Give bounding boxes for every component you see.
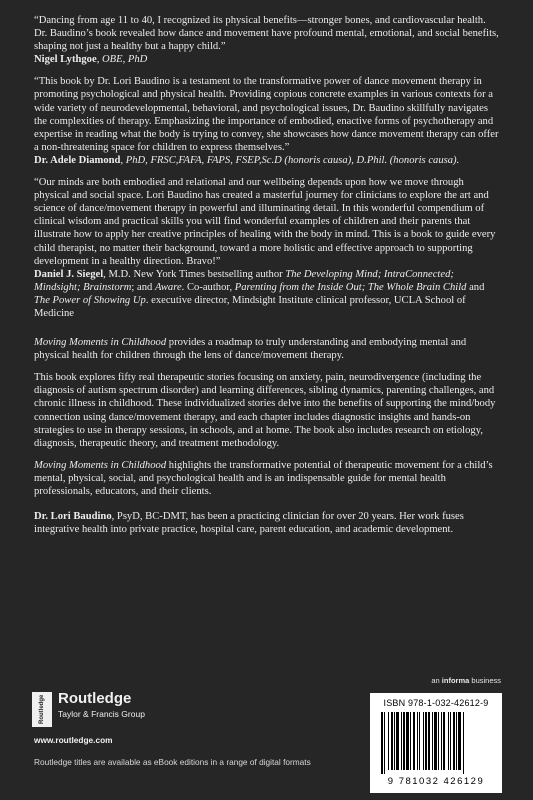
barcode-bar [396,712,399,770]
quote-diamond: “This book by Dr. Lori Baudino is a testament to the transformative power of dance movement therapy in promoting psychological and physical health. Providing copious concrete examples in various contexts for a wide variety of neurodevelopmental, behavioral, and psychological issues, Dr. Baudino skillfully navigates the complexities of therapy. Emphasizing the importance of embodied, enactive forms of psychotherapy and expertise in reading what the body is trying to convey, she showcases how dance movement therapy can offer a non-threatening space for children to express themselves.” [34,76,499,153]
quote-siegel: “Our minds are both embodied and relational and our wellbeing depends upon how we move through physical and social space. Lori Baudino has created a masterful journey for clinicians to explore the art and science of dance/movement therapy in powerful and illuminating detail. In this wonderful compendium of clinical wisdom and practical skills you will find wonderful examples of children and their parents that illustrate how to apply her creative principles of healing with the body in mind. This is a book to guide every child therapist, no matter their background, toward a more holistic and effective approach to supporting development in a healthy direction. Bravo!” [34,177,496,267]
barcode-digits: 9 781032 426129 [387,776,485,787]
barcode-bar [394,712,395,770]
barcode-bar [448,712,449,770]
attribution-siegel: Daniel J. Siegel, M.D. New York Times bestselling author The Developing Mind; IntraConnected; Mindsight; Brainstorm; and Aware. Co-author, Parenting from the Inside Out; The Whole Brain Child and The Power of Showing Up. executive director, Mindsight Institute clinical professor, UCLA School of Medicine [34,268,485,319]
publisher-url: www.routledge.com [34,735,113,745]
barcode-bar [425,712,427,770]
attribution-diamond [34,154,500,167]
barcode-bar [432,712,433,770]
publisher-name: Routledge [58,690,132,707]
back-cover-text [34,14,500,536]
routledge-logo-icon: Routledge [32,692,52,727]
quote-author: Dr. Adele Diamond [34,154,121,166]
barcode-bar [453,712,455,770]
barcode-bar [428,712,430,770]
barcode-bar [381,712,383,774]
attribution-lythgoe [34,53,500,66]
barcode-bar [406,712,409,770]
barcode-bar [410,712,411,770]
barcode-bar [401,712,402,770]
barcode-bar [434,712,437,770]
quote-author: Daniel J. Siegel [34,268,104,280]
ebook-note: Routledge titles are available as eBook editions in a range of digital formats [34,757,311,767]
quote-credentials: , PhD, FRSC,FAFA, FAPS, FSEP,Sc.D (honoris causa), D.Phil. (honoris causa). [120,154,460,166]
description-paragraph-3: Moving Moments in Childhood highlights the transformative potential of therapeutic movement for a child’s mental, physical, social, and psychological health and is an indispensable guide for mental health professionals, educators, and their clients. [34,459,493,497]
barcode-bar [463,712,464,774]
barcode-bar [438,712,439,770]
barcode-bar [441,712,442,770]
book-title: Moving Moments in Childhood [34,337,167,349]
barcode-bar [417,712,418,770]
barcode-bar [384,712,385,774]
book-title: Aware [154,281,182,293]
book-title: The Power of Showing Up [34,294,146,306]
barcode-bar [443,712,445,770]
barcode-bar [458,712,461,770]
isbn-barcode [370,693,502,793]
barcode-bar [391,712,393,770]
barcode-bar [456,712,457,770]
author-name: Dr. Lori Baudino [34,511,112,523]
publisher-footer [0,672,533,800]
barcode-bar [423,712,424,770]
quote-lythgoe: “Dancing from age 11 to 40, I recognized its physical benefits—stronger bones, and cardiovascular health. Dr. Baudino’s book revealed how dance and movement have profound mental, emotional, and social benefits, shaping not just a healthy but a happy child.” [34,15,499,53]
book-title: The Developing Mind; IntraConnected; Mindsight; Brainstorm [34,268,454,293]
book-title: Parenting from the Inside Out; The Whole Brain Child [234,281,467,293]
barcode-bar [419,712,420,770]
barcode-icon [379,712,493,774]
book-title: Moving Moments in Childhood [34,459,167,471]
barcode-bar [450,712,451,770]
barcode-bar [388,712,389,770]
quote-author: Nigel Lythgoe [34,54,97,66]
publisher-subtitle: Taylor & Francis Group [58,709,145,719]
description-paragraph-2: This book explores fifty real therapeutic stories focusing on anxiety, pain, neurodivergence (including the diagnosis of autism spectrum disorder) and learning differences, sibling dynamics, parenting challenges, and chronic illness in childhood. These individualized stories delve into the benefits of supporting the mind/body connection using dance/movement therapy, and each chapter includes diagnostic insights and hands-on strategies to use in therapy sessions, in schools, and at home. The book also includes research on etiology, diagnosis, therapeutic theory, and treatment methodology. [34,372,496,449]
barcode-bar [403,712,405,770]
description-paragraph-1: Moving Moments in Childhood provides a roadmap to truly understanding and embodying mental and physical health for children through the lens of dance/movement therapy. [34,337,467,362]
informa-tagline: an informa business [431,676,501,685]
isbn-label: ISBN 978-1-032-42612-9 [383,698,489,708]
quote-credentials: , OBE, PhD [96,54,148,66]
author-bio: Dr. Lori Baudino, PsyD, BC-DMT, has been a practicing clinician for over 20 years. Her work fuses integrative health into private practice, hospital care, parent education, and academic development. [34,511,464,536]
barcode-bar [413,712,415,770]
